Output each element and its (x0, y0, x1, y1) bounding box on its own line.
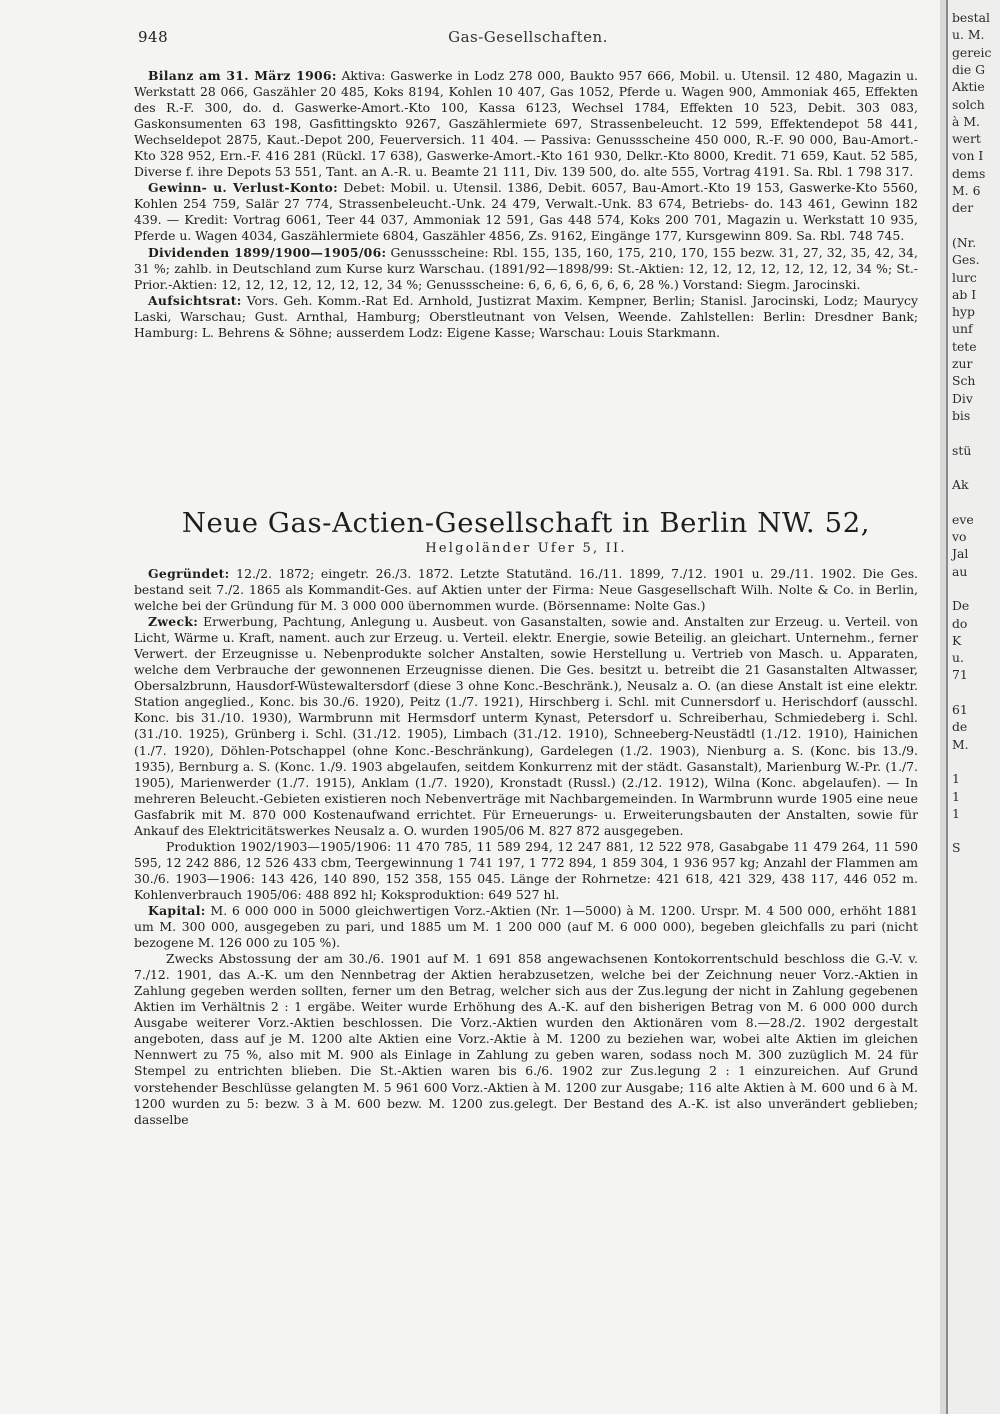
adjacent-page-fragment: Ges. (952, 252, 980, 268)
adjacent-page-fragment: Aktie (952, 79, 985, 95)
capital-reduction-paragraph: Zwecks Abstossung der am 30./6. 1901 auf M. 1 691 858 angewachsenen Kontokorrentschuld beschloss die G.-V. v. 7./12. 1901, das A.-K. um den Nennbetrag der Aktien herabzusetzen, welche bei der Zeichnung neuer Vorz.-Aktien in Zahlung gegeben werden sollten, ferner um den Betrag, welcher sich aus der Zus.legung der nicht in Zahlung gegebenen Aktien im Verhältnis 2 : 1 ergäbe. Weiter wurde Erhöhung des A.-K. auf den bisherigen Betrag von M. 6 000 000 durch Ausgabe weiterer Vorz.-Aktien beschlossen. Die Vorz.-Aktien wurden den Aktionären vom 8.—28./2. 1902 dergestalt angeboten, dass auf je M. 1200 alte Aktien eine Vorz.-Aktie à M. 1200 zu beziehen war, wobei alte Aktien im gleichen Nennwert zu 75 %, also mit M. 900 als Einlage in Zahlung zu geben waren, sodass noch M. 300 zuzüglich M. 24 für Stempel zu entrichten blieben. Die St.-Aktien waren bis 6./6. 1902 zur Zus.legung 2 : 1 einzureichen. Auf Grund vorstehender Beschlüsse gelangten M. 5 961 600 Vorz.-Aktien à M. 1200 zur Ausgabe; 116 alte Aktien à M. 600 und 6 à M. 1200 wurden zu 5: bezw. 3 à M. 600 bezw. M. 1200 zus.gelegt. Der Bestand des A.-K. ist also unverändert geblieben; dasselbe (134, 951, 918, 1127)
adjacent-page-fragment: à M. (952, 113, 980, 129)
adjacent-page-fragment: u. M. (952, 27, 985, 43)
previous-company-entry (134, 68, 918, 341)
adjacent-page-fragment: lurc (952, 269, 977, 285)
purpose-paragraph: Zweck: Erwerbung, Pachtung, Anlegung u. Ausbeut. von Gasanstalten, sowie and. Anstalten zur Erzeug. u. Verteil. von Licht, Wärme u. Kraft, nament. auch zur Erzeug. u. Verteil. elektr. Energie, sowie Beteilig. an gleichart. Unternehm., ferner Verwert. der Erzeugnisse u. Nebenprodukte solcher Anstalten, sowie Herstellung u. Vertrieb von Masch. u. Apparaten, welche dem Verbrauche der gewonnenen Erzeugnisse dienen. Die Ges. besitzt u. betreibt die 21 Gasanstalten Altwasser, Obersalzbrunn, Hausdorf-Wüstewaltersdorf (diese 3 ohne Konc.-Beschränk.), Neusalz a. O. (an diese Anstalt ist eine elektr. Station angeglied., Konc. bis 30./6. 1920), Peitz (1./7. 1921), Hirschberg i. Schl. mit Cunnersdorf u. Herischdorf (ausschl. Konc. bis 31./10. 1930), Warmbrunn mit Hermsdorf unterm Kynast, Petersdorf u. Schreiberhau, Schmiedeberg i. Schl. (31./10. 1925), Grünberg i. Schl. (31./12. 1905), Limbach (31./12. 1910), Schneeberg-Neustädtl (1./12. 1910), Hainichen (1./7. 1920), Döhlen-Potschappel (ohne Konc.-Beschränkung), Gardelegen (1./2. 1903), Nienburg a. S. (Konc. bis 13./9. 1935), Bernburg a. S. (Konc. 1./9. 1903 abgelaufen, seitdem Konkurrenz mit der städt. Gasanstalt), Marienburg W.-Pr. (1./7. 1905), Marienwerder (1./7. 1915), Anklam (1./7. 1920), Kronstadt (Russl.) (2./12. 1912), Wilna (Konc. abgelaufen). — In mehreren Beleucht.-Gebieten existieren noch Nebenverträge mit Nachbargemeinden. In Warmbrunn wurde 1905 eine neue Gasfabrik mit M. 870 000 Kostenaufwand errichtet. Für Erneuerungs- u. Erweiterungsbauten der Anstalten, sowie für Ankauf des Elektricitätswerkes Neusalz a. O. wurden 1905/06 M. 827 872 ausgegeben. (134, 614, 918, 838)
adjacent-page-fragment: Jal (952, 546, 969, 562)
adjacent-page-fragment: De (952, 598, 970, 614)
adjacent-page-fragment: 61 (952, 702, 968, 717)
founded-paragraph: Gegründet: 12./2. 1872; eingetr. 26./3. 1872. Letzte Statutänd. 16./11. 1899, 7./12. 1901 u. 29./11. 1902. Die Ges. bestand seit 7./2. 1865 als Kommandit-Ges. auf Aktien unter der Firma: Neue Gasgesellschaft Wilh. Nolte & Co. in Berlin, welche bei der Gründung für M. 3 000 000 übernommen wurde. (Börsenname: Nolte Gas.) (134, 566, 918, 614)
adjacent-page-fragment: eve (952, 511, 974, 527)
adjacent-page-fragment: 1 (952, 771, 960, 787)
adjacent-page-fragment: solch (952, 96, 985, 112)
dividends-paragraph: Dividenden 1899/1900—1905/06: Genussscheine: Rbl. 155, 135, 160, 175, 210, 170, 155 bezw. 31, 27, 32, 35, 42, 34, 31 %; zahlb. in Deutschland zum Kurse kurz Warschau. (1891/92—1898/99: St.-Aktien: 12, 12, 12, 12, 12, 12, 12, 34 %; St.-Prior.-Aktien: 12, 12, 12, 12, 12, 12, 12, 34 %; Genussscheine: 6, 6, 6, 6, 6, 6, 6, 28 %.) Vorstand: Siegm. Jarocinski. (134, 244, 918, 292)
running-title: Gas-Gesellschaften. (448, 28, 608, 46)
adjacent-page-fragment: von I (952, 148, 984, 164)
adjacent-page-fragment: do (952, 615, 968, 631)
adjacent-page-fragment: stü (952, 442, 972, 458)
adjacent-page-fragment: M. (952, 736, 969, 752)
adjacent-page-fragment: wert (952, 131, 981, 147)
adjacent-page-fragment: bis (952, 407, 971, 423)
company-entry (134, 566, 918, 1128)
production-paragraph: Produktion 1902/1903—1905/1906: 11 470 785, 11 589 294, 12 247 881, 12 522 978, Gasabgabe 11 479 264, 11 590 595, 12 242 886, 12 526 433 cbm, Teergewinnung 1 741 197, 1 772 894, 1 859 304, 1 936 957 kg; Anzahl der Flammen am 30./6. 1903—1906: 143 426, 140 890, 152 358, 155 045. Länge der Rohrnetze: 421 618, 421 329, 438 117, 446 052 m. Kohlenverbrauch 1905/06: 488 892 hl; Koksproduktion: 649 527 hl. (134, 838, 918, 902)
company-address: Helgoländer Ufer 5, II. (425, 541, 627, 556)
adjacent-page-fragment: hyp (952, 304, 975, 320)
adjacent-page-fragment: 1 (952, 788, 960, 804)
adjacent-page-fragment: tete (952, 338, 977, 354)
capital-paragraph: Kapital: M. 6 000 000 in 5000 gleichwertigen Vorz.-Aktien (Nr. 1—5000) à M. 1200. Urspr. M. 4 500 000, erhöht 1881 um M. 300 000, ausgegeben zu pari, und 1885 um M. 1 200 000 (auf M. 6 000 000), begeben gleichfalls zu pari (nicht bezogene M. 126 000 zu 105 %). (134, 902, 918, 951)
page-number: 948 (138, 28, 169, 46)
adjacent-page-fragment: (Nr. (952, 234, 977, 250)
adjacent-page-fragment: der (952, 200, 974, 216)
balance-sheet-paragraph: Bilanz am 31. März 1906: Aktiva: Gaswerke in Lodz 278 000, Baukto 957 666, Mobil. u. Utensil. 12 480, Magazin u. Werkstatt 28 066, Gaszähler 20 485, Koks 8194, Kohlen 10 407, Gas 1052, Pferde u. Wagen 900, Ammoniak 465, Effekten des R.-F. 300, do. d. Gaswerke-Amort.-Kto 100, Kassa 6123, Wechsel 1784, Effekten 10 523, Debit. 303 083, Gaskonsumenten 63 198, Gasfittingskto 9267, Gaszählermiete 697, Strassenbeleucht. 12 599, Effektendepot 58 441, Wechseldepot 2875, Kaut.-Depot 200, Feuerversich. 11 404. — Passiva: Genussscheine 450 000, R.-F. 90 000, Bau-Amort.-Kto 328 952, Ern.-F. 416 281 (Rückl. 17 638), Gaswerke-Amort.-Kto 161 930, Delkr.-Kto 8000, Kredit. 71 659, Kaut. 52 585, Diverse f. ihre Depots 53 551, Tant. an A.-R. u. Beamte 21 111, Div. 139 500, do. alte 555, Vortrag 4191. Sa. Rbl. 1 798 317. (134, 68, 918, 180)
adjacent-page-fragment: die G (952, 61, 986, 77)
adjacent-page-fragment: de (952, 719, 968, 735)
supervisory-board-paragraph: Aufsichtsrat: Vors. Geh. Komm.-Rat Ed. Arnhold, Justizrat Maxim. Kempner, Berlin; Stanisl. Jarocinski, Lodz; Maurycy Laski, Warschau; Gust. Arnthal, Hamburg; Oberstleutnant von Velsen, Weende. Zahlstellen: Berlin: Dresdner Bank; Hamburg: L. Behrens & Söhne; ausserdem Lodz: Eigene Kasse; Warschau: Louis Starkmann. (134, 292, 918, 340)
adjacent-page-fragment: ab I (952, 286, 977, 302)
company-title: Neue Gas-Actien-Gesellschaft in Berlin NW. 52, (181, 507, 871, 539)
adjacent-page-fragment: unf (952, 321, 973, 337)
adjacent-page-fragment: vo (952, 529, 967, 544)
adjacent-page-fragment: 1 (952, 805, 960, 821)
adjacent-page-fragment: au (952, 563, 968, 579)
adjacent-page-fragment: gereic (952, 44, 992, 60)
profit-loss-paragraph: Gewinn- u. Verlust-Konto: Debet: Mobil. u. Utensil. 1386, Debit. 6057, Bau-Amort.-Kto 19 153, Gaswerke-Kto 5560, Kohlen 254 759, Salär 27 774, Strassenbeleucht.-Unk. 24 479, Verwalt.-Unk. 83 674, Betriebs- do. 143 461, Gewinn 182 439. — Kredit: Vortrag 6061, Teer 44 037, Ammoniak 12 591, Gas 448 574, Koks 200 701, Magazin u. Werkstatt 10 935, Pferde u. Wagen 4034, Gaszählermiete 6804, Gaszähler 4856, Zs. 9162, Eingänge 177, Kursgewinn 809. Sa. Rbl. 748 745. (134, 180, 918, 244)
page-header (138, 28, 918, 50)
adjacent-page-fragment: dems (952, 165, 986, 181)
adjacent-page-fragment: bestal (952, 10, 990, 25)
adjacent-page-fragment: Ak (952, 477, 969, 493)
adjacent-page-fragment: Sch (952, 373, 976, 389)
adjacent-page-fragment: M. 6 (952, 183, 981, 198)
adjacent-page-fragment: Div (952, 390, 973, 406)
adjacent-page-fragment: S (952, 840, 961, 856)
adjacent-page-fragment: K (952, 632, 962, 648)
adjacent-page-edge (946, 0, 1000, 1414)
adjacent-page-fragment: u. (952, 650, 964, 666)
adjacent-page-fragment: zur (952, 356, 973, 371)
adjacent-page-fragment: 71 (952, 667, 968, 683)
